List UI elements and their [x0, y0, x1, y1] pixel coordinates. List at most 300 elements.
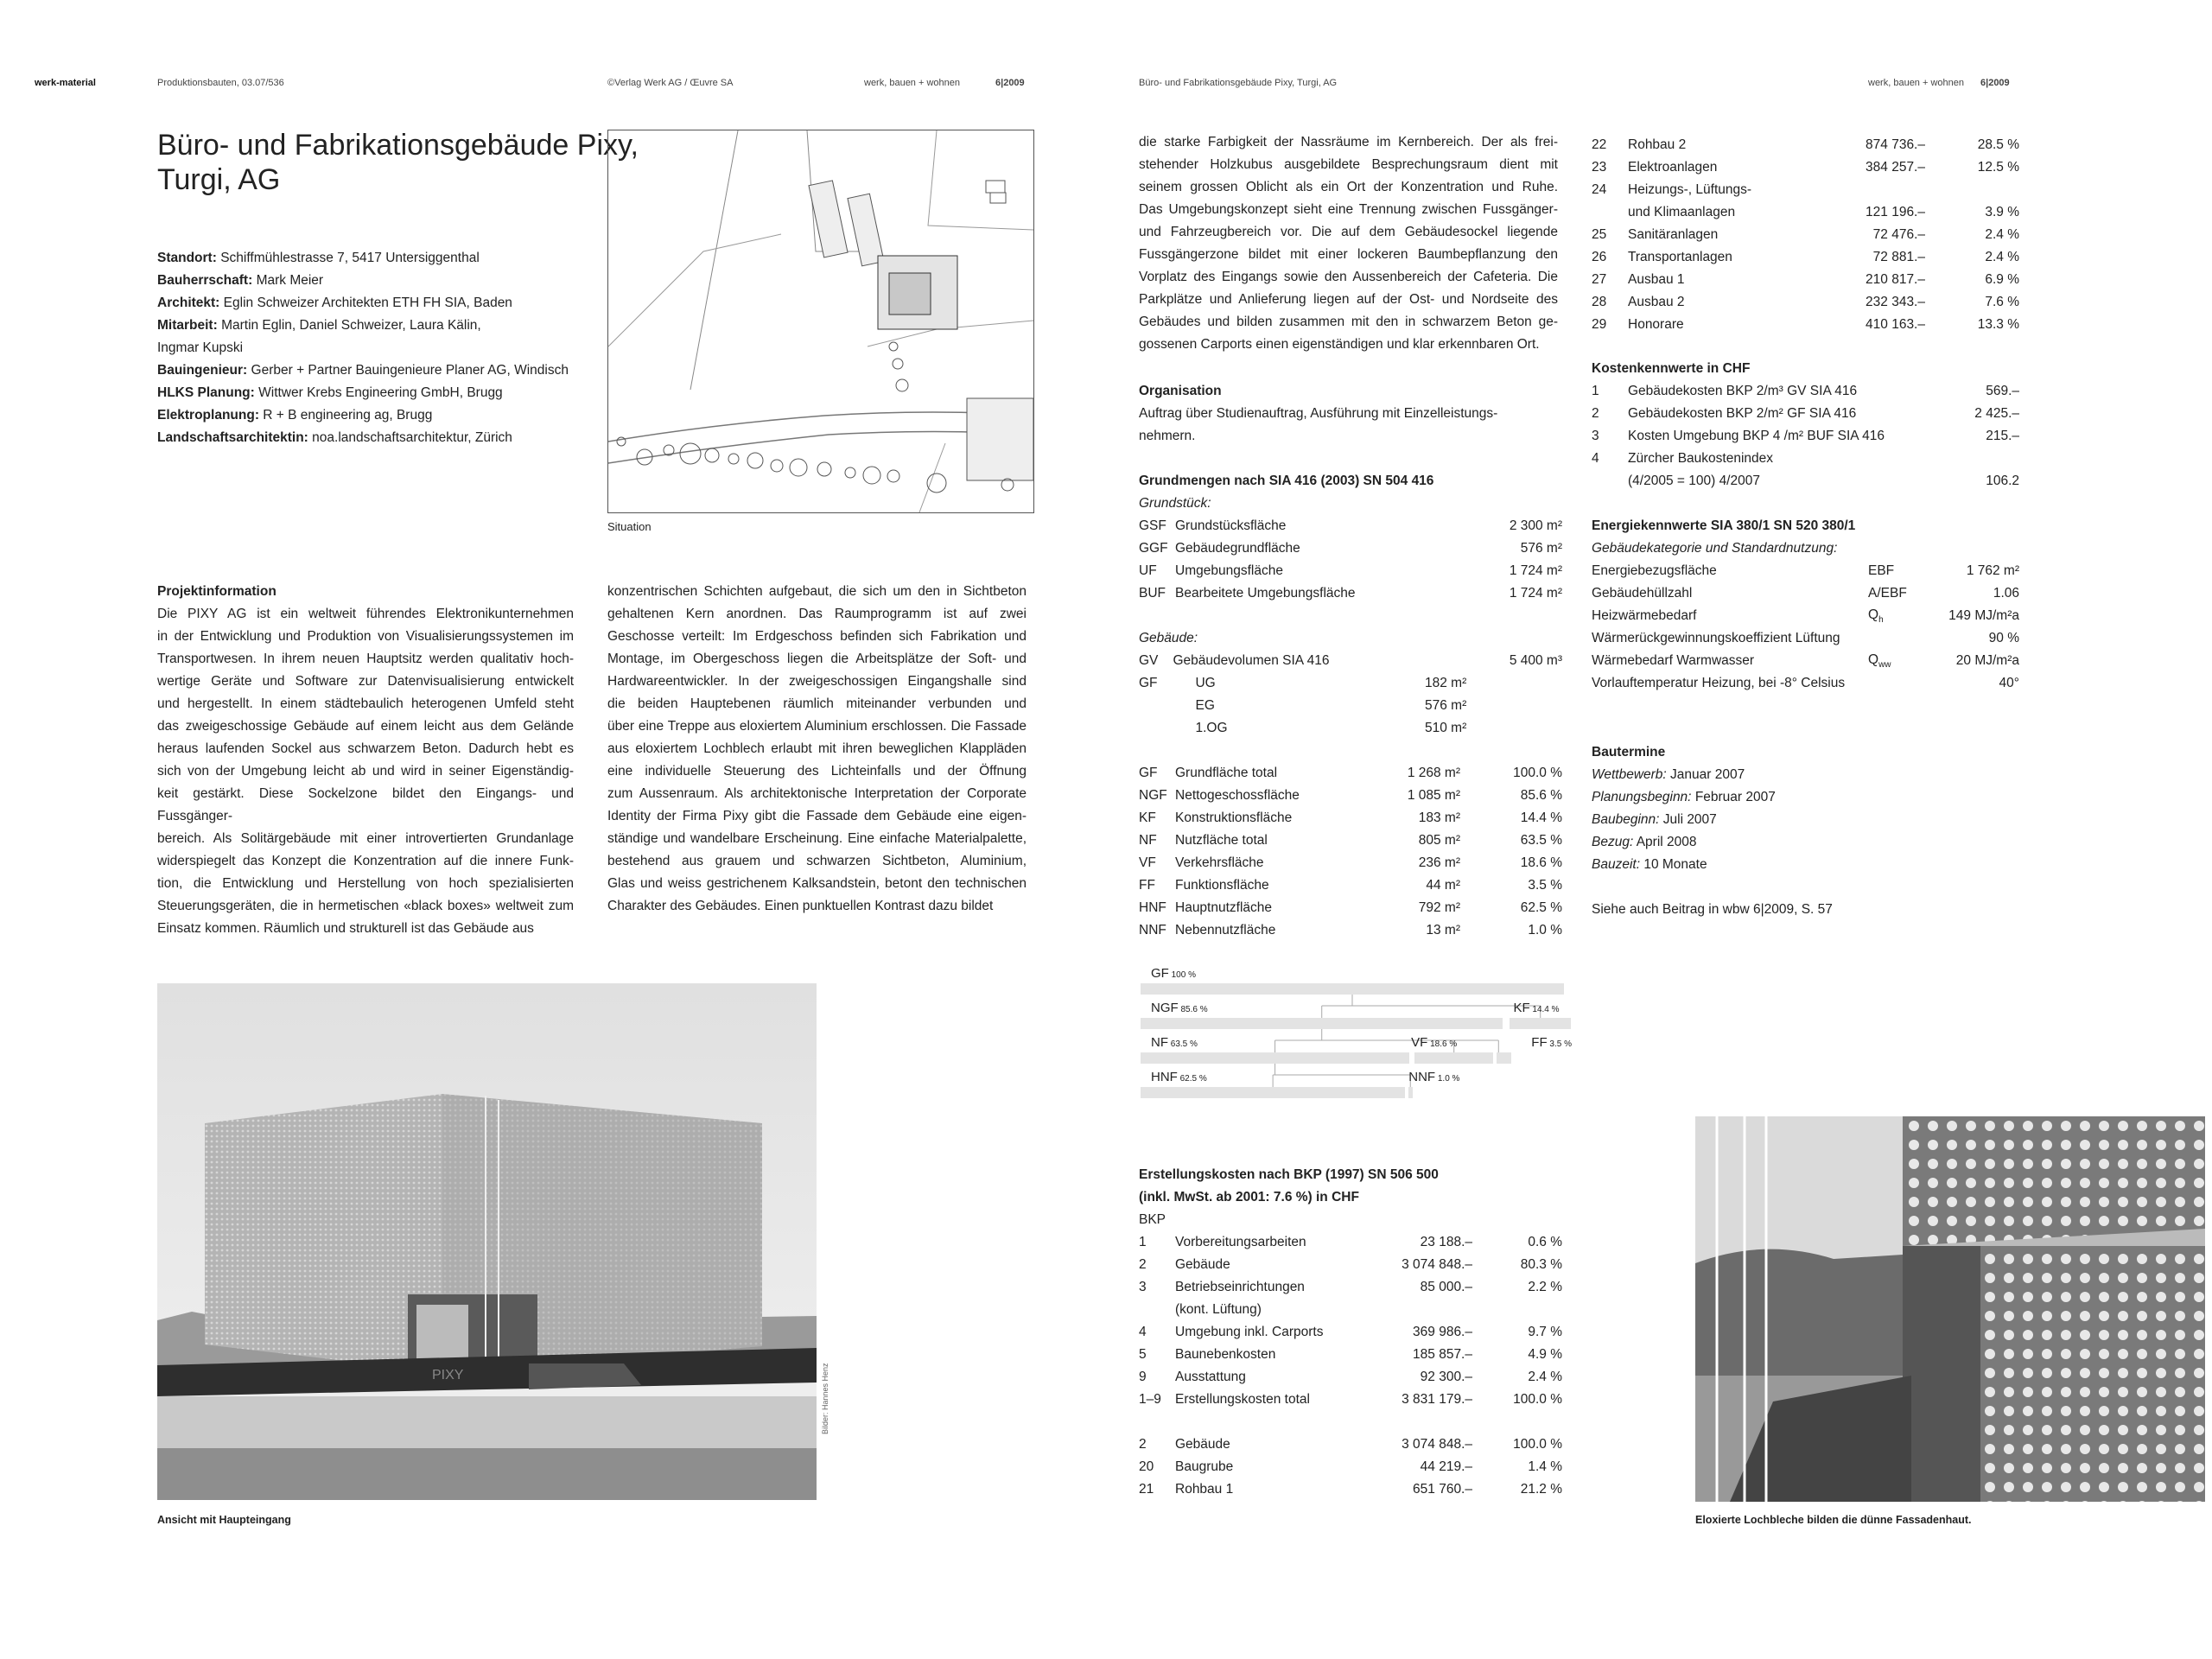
table-cell: 20	[1139, 1459, 1154, 1474]
table-cell: 1	[1592, 384, 1599, 398]
table-cell: Betriebseinrichtungen	[1175, 1280, 1305, 1294]
table-row	[1139, 874, 1562, 897]
table-cell: Gebäude	[1175, 1437, 1230, 1452]
table-cell	[1827, 179, 1925, 201]
photo-credit: Bilder: Hannes Henz	[821, 1363, 830, 1434]
table-cell: Hauptnutzfläche	[1175, 900, 1273, 915]
table-cell: UG	[1195, 676, 1216, 690]
header-journal: werk, bauen + wohnen	[864, 78, 960, 88]
table-row	[1592, 291, 2019, 314]
organisation-line: Auftrag über Studienauftrag, Ausführung mit Einzelleistungs-	[1139, 406, 1498, 421]
table-row	[1139, 1344, 1562, 1366]
table-cell: 410 163.–	[1866, 317, 1925, 332]
table-cell: 510 m²	[1425, 721, 1467, 735]
table-row	[1592, 201, 2019, 224]
table-cell: 100.0 %	[1513, 1437, 1562, 1452]
fact-row	[157, 292, 589, 315]
energy-value: 1.06	[1993, 586, 2019, 601]
table-cell: GF	[1139, 676, 1158, 690]
table-cell: 210 817.–	[1866, 272, 1925, 287]
termin-label: Planungsbeginn:	[1592, 790, 1692, 804]
table-cell: 4	[1139, 1325, 1147, 1339]
bar-label-gf	[1151, 966, 1196, 981]
bar-code: GF	[1151, 966, 1169, 981]
table-cell: NNF	[1139, 923, 1166, 938]
energy-row	[1592, 582, 2019, 605]
kosten-continued	[1592, 134, 2019, 336]
table-row	[1139, 1433, 1562, 1456]
text-line: bereich. Als Solitärgebäude mit einer introvertierten Grundanlage	[157, 831, 574, 846]
table-cell: 3 074 848.–	[1402, 1437, 1472, 1452]
table-row	[1592, 269, 2019, 291]
table-cell: Nutzfläche total	[1175, 833, 1268, 848]
table-row	[1139, 1321, 1562, 1344]
header-category: Produktionsbauten, 03.07/536	[157, 78, 284, 88]
text-line: Transportwesen. In ihrem neuen Hauptsitz werden qualitativ hoch-	[157, 652, 574, 666]
termin-row	[1592, 764, 2019, 786]
photo1-caption: Ansicht mit Haupteingang	[157, 1514, 291, 1526]
bar-code: VF	[1411, 1035, 1428, 1050]
energy-row	[1592, 627, 2019, 650]
text-line: gossenen Carports einen eigenständigen und klar erkennbaren Ort.	[1139, 337, 1540, 352]
map-caption: Situation	[607, 520, 652, 533]
text-line: Montage, im Obergeschoss liegen die Arbeitsplätze der Soft- und	[607, 652, 1027, 666]
text-line: seinem grossen Oblicht als ein Ort der Konzentration und Ruhe.	[1139, 180, 1558, 194]
table-cell	[1348, 1299, 1472, 1321]
table-cell: BUF	[1139, 586, 1166, 601]
termin-row	[1592, 786, 2019, 809]
text-line: widerspiegelt das Konzept die Konzentration auf die innere Funk-	[157, 854, 574, 868]
table-row	[1139, 1389, 1562, 1411]
bar-percent: 85.6 %	[1178, 1005, 1208, 1014]
table-cell: 12.5 %	[1977, 160, 2019, 175]
table-cell: Ausbau 1	[1628, 272, 1685, 287]
table-cell: 22	[1592, 137, 1607, 152]
table-cell: Transportanlagen	[1628, 250, 1732, 264]
text-line: Fussgängerzone bildet mit einer lockeren Baumbepflanzung den	[1139, 247, 1558, 262]
table-cell: 651 760.–	[1413, 1482, 1472, 1497]
table-cell	[1466, 717, 1562, 740]
text-line: Vorplatz des Eingangs sowie den Aussenbereich der Cafeteria. Die	[1139, 270, 1558, 284]
table-cell: Vorbereitungsarbeiten	[1175, 1235, 1306, 1249]
table-cell: 1.0 %	[1528, 923, 1562, 938]
table-cell: Nettogeschossfläche	[1175, 788, 1300, 803]
fact-value: Wittwer Krebs Engineering GmbH, Brugg	[258, 385, 503, 400]
table-row	[1139, 1366, 1562, 1389]
bar-percent: 14.4 %	[1529, 1005, 1560, 1014]
text-line: und hergestellt. In einem städtebaulich heterogenen Umfeld steht	[157, 696, 574, 711]
text-line: und Fahrzeugbereich vor. Die auf dem Gebäudesockel liegende	[1139, 225, 1558, 239]
termin-row	[1592, 809, 2019, 831]
fact-label: Landschaftsarchitektin:	[157, 430, 308, 445]
table-row	[1139, 1254, 1562, 1276]
bar-code: NF	[1151, 1035, 1168, 1050]
table-cell: 92 300.–	[1420, 1370, 1472, 1384]
energy-symbol: $Q_h$	[1868, 607, 1884, 626]
text-line: das zweigeschossige Gebäude auf einem leicht aus dem Gelände	[157, 719, 574, 734]
table-cell: 183 m²	[1418, 810, 1460, 825]
bar-code: NGF	[1151, 1001, 1179, 1015]
grundstueck-label: Grundstück:	[1139, 496, 1211, 511]
table-cell: 3.9 %	[1985, 205, 2019, 219]
table-cell: 215.–	[1986, 429, 2019, 443]
energy-label: Vorlauftemperatur Heizung, bei -8° Celsius	[1592, 676, 1846, 690]
bar-nf	[1141, 1052, 1409, 1064]
table-cell: 85.6 %	[1520, 788, 1562, 803]
table-cell: 5	[1139, 1347, 1147, 1362]
table-cell: 21	[1139, 1482, 1154, 1497]
table-cell: Gebäudekosten BKP 2/m² GF SIA 416	[1628, 406, 1857, 421]
text-line: Das Umgebungskonzept sieht eine Trennung zwischen Fussgänger-	[1139, 202, 1558, 217]
table-cell: 25	[1592, 227, 1607, 242]
table-row	[1139, 515, 1562, 537]
table-cell	[1472, 1299, 1562, 1321]
table-cell: 3.5 %	[1528, 878, 1562, 893]
table-row	[1139, 537, 1562, 560]
table-cell: 2	[1139, 1437, 1147, 1452]
termin-label: Wettbewerb:	[1592, 767, 1667, 782]
table-cell: Gebäudevolumen SIA 416	[1173, 653, 1330, 668]
text-line: Glas und weiss gestrichenem Kalksandstein, betont den technischen	[607, 876, 1027, 891]
text-line: aus eloxiertem Lochblech erlaubt mit ihren beweglichen Klappläden	[607, 741, 1027, 756]
table-cell: Ausbau 2	[1628, 295, 1685, 309]
fact-row	[157, 382, 589, 404]
table-cell: 106.2	[1986, 474, 2019, 488]
text-line: wertige Geräte und Software zur Datenvisualisierung entwickelt	[157, 674, 574, 689]
table-cell: 1.4 %	[1528, 1459, 1562, 1474]
bar-code: NNF	[1408, 1070, 1436, 1084]
termin-label: Bauzeit:	[1592, 857, 1641, 872]
table-cell	[1466, 672, 1562, 695]
table-cell: 72 476.–	[1872, 227, 1925, 242]
table-row	[1592, 156, 2019, 179]
table-cell: 2 425.–	[1974, 406, 2019, 421]
table-cell: 28.5 %	[1977, 137, 2019, 152]
fact-row	[157, 270, 589, 292]
table-row	[1139, 582, 1562, 605]
table-cell: (4/2005 = 100) 4/2007	[1628, 474, 1760, 488]
text-line: heraus laufenden Sockel aus schwarzem Beton. Dadurch hebt es	[157, 741, 574, 756]
table-row	[1139, 672, 1562, 695]
project-text-col3	[1139, 131, 1558, 356]
text-line: gehaltenen Kern anordnen. Das Raumprogramm ist auf zwei	[607, 607, 1027, 621]
table-cell: Gebäude	[1175, 1257, 1230, 1272]
table-cell: EG	[1195, 698, 1215, 713]
text-line: Hardwareentwickler. In der zweigeschossigen Eingangshalle sind	[607, 674, 1027, 689]
termin-value: Januar 2007	[1670, 767, 1745, 782]
table-cell: Gebäudekosten BKP 2/m³ GV SIA 416	[1628, 384, 1858, 398]
fact-label: Mitarbeit:	[157, 318, 218, 333]
table-cell: Verkehrsfläche	[1175, 855, 1264, 870]
table-cell	[1925, 179, 2019, 201]
table-cell: 1	[1139, 1235, 1147, 1249]
energie-heading: Energiekennwerte SIA 380/1 SN 520 380/1	[1592, 518, 1856, 533]
table-cell: 63.5 %	[1520, 833, 1562, 848]
energy-symbol: EBF	[1868, 563, 1895, 578]
table-cell: 7.6 %	[1985, 295, 2019, 309]
bar-label-vf	[1411, 1035, 1457, 1050]
project-text-col1	[157, 581, 574, 940]
table-row	[1139, 1231, 1562, 1254]
energie-block	[1592, 515, 2019, 695]
organisation-block	[1139, 380, 1558, 448]
table-row	[1139, 560, 1562, 582]
facade-photo	[1695, 1116, 2205, 1502]
energy-row	[1592, 672, 2019, 695]
section-label: werk-material	[35, 78, 96, 88]
table-cell: 2	[1592, 406, 1599, 421]
table-cell: 9	[1139, 1370, 1147, 1384]
bar-percent: 1.0 %	[1435, 1074, 1460, 1084]
table-cell: 29	[1592, 317, 1607, 332]
fact-value: Ingmar Kupski	[157, 340, 244, 355]
table-cell: VF	[1139, 855, 1156, 870]
fact-row	[157, 427, 589, 449]
table-cell: 576 m²	[1425, 698, 1467, 713]
text-line: Einsatz kommen. Räumlich und strukturell ist das Gebäude aus	[157, 921, 534, 936]
table-cell: Umgebungsfläche	[1175, 563, 1283, 578]
table-row	[1139, 807, 1562, 830]
table-cell: 3	[1592, 429, 1599, 443]
table-cell: 874 736.–	[1866, 137, 1925, 152]
pixy-sign: PIXY	[432, 1368, 464, 1382]
gebaeude-label: Gebäude:	[1139, 631, 1198, 645]
text-line: in der Entwicklung und Produktion von Visualisierungssystemen im	[157, 629, 574, 644]
bar-kf	[1510, 1018, 1571, 1029]
table-cell: 236 m²	[1418, 855, 1460, 870]
table-cell: 13.3 %	[1977, 317, 2019, 332]
fact-label: Standort:	[157, 251, 217, 265]
organisation-line: nehmern.	[1139, 429, 1196, 443]
termin-label: Baubeginn:	[1592, 812, 1660, 827]
table-cell: 85 000.–	[1420, 1280, 1472, 1294]
text-line: Identity der Firma Pixy gibt die Fassade dem Gebäude eine eigen-	[607, 809, 1027, 823]
header-right-category: Büro- und Fabrikationsgebäude Pixy, Turgi, AG	[1139, 78, 1338, 88]
termin-row	[1592, 831, 2019, 854]
header-right-issue: 6|2009	[1980, 78, 2010, 88]
text-line: zum Aussenraum. Als architektonische Interpretation der Corporate	[607, 786, 1027, 801]
area-diagram	[1139, 968, 1623, 1106]
energy-value: 90 %	[1988, 631, 2019, 645]
table-cell: 792 m²	[1418, 900, 1460, 915]
text-line: Gebäudes und bilden zusammen mit den in schwarzem Beton ge-	[1139, 315, 1558, 329]
table-row	[1592, 470, 2019, 493]
bar-nnf	[1408, 1087, 1413, 1098]
table-cell	[1592, 201, 1628, 224]
table-row	[1139, 830, 1562, 852]
table-cell: Bearbeitete Umgebungsfläche	[1175, 586, 1356, 601]
bkp-label: BKP	[1139, 1212, 1166, 1227]
energie-sub: Gebäudekategorie und Standardnutzung:	[1592, 541, 1838, 556]
table-cell: Funktionsfläche	[1175, 878, 1269, 893]
text-line: eine individuelle Steuerung des Lichteinfalls und der Öffnung	[607, 764, 1027, 779]
fact-row	[157, 337, 589, 359]
kosten-block	[1139, 1164, 1571, 1501]
table-cell: Honorare	[1628, 317, 1684, 332]
table-cell: GGF	[1139, 541, 1168, 556]
table-cell: 24	[1592, 182, 1607, 197]
bar-label-hnf	[1151, 1070, 1207, 1084]
energy-row	[1592, 650, 2019, 672]
table-cell	[1139, 1299, 1175, 1321]
table-cell: 576 m²	[1520, 541, 1562, 556]
energy-value: 20 MJ/m²a	[1955, 653, 2019, 668]
fact-label: Bauherrschaft:	[157, 273, 253, 288]
table-cell: 2 300 m²	[1509, 518, 1562, 533]
project-text-col2	[607, 581, 1027, 918]
fact-row	[157, 359, 589, 382]
energy-label: Gebäudehüllzahl	[1592, 586, 1693, 601]
table-cell: 2.4 %	[1528, 1370, 1562, 1384]
energy-row	[1592, 560, 2019, 582]
text-line: Parkplätze und Anlieferung liegen auf der Ost- und Nordseite des	[1139, 292, 1558, 307]
bar-code: FF	[1531, 1035, 1548, 1050]
grundmengen-block	[1139, 470, 1562, 942]
table-row	[1592, 448, 2019, 470]
text-line: die beiden Hauptebenen räumlich miteinander verbunden und	[607, 696, 1027, 711]
table-row	[1139, 785, 1562, 807]
bar-vf	[1414, 1052, 1493, 1064]
table-cell: Erstellungskosten total	[1175, 1392, 1310, 1407]
table-cell: GV	[1139, 653, 1159, 668]
table-cell: 26	[1592, 250, 1607, 264]
table-cell: 1 724 m²	[1509, 563, 1562, 578]
table-cell: 182 m²	[1425, 676, 1467, 690]
table-row	[1139, 897, 1562, 919]
table-row	[1592, 134, 2019, 156]
energy-label: Wärmerückgewinnungskoeffizient Lüftung	[1592, 631, 1840, 645]
table-cell: 62.5 %	[1520, 900, 1562, 915]
text-line: bestehend aus grauem und schwarzen Sichtbeton, Aluminium,	[607, 854, 1027, 868]
bar-code: KF	[1513, 1001, 1530, 1015]
table-cell: 3 074 848.–	[1402, 1257, 1472, 1272]
building-photo	[157, 983, 817, 1500]
text-line: über eine Treppe aus eloxiertem Aluminium erschlossen. Die Fassade	[607, 719, 1027, 734]
table-row	[1139, 717, 1562, 740]
table-cell: 9.7 %	[1528, 1325, 1562, 1339]
kosten-heading-2: (inkl. MwSt. ab 2001: 7.6 %) in CHF	[1139, 1190, 1359, 1205]
kennwerte-block	[1592, 358, 2019, 493]
fact-row	[157, 315, 589, 337]
table-row	[1592, 224, 2019, 246]
termin-value: April 2008	[1636, 835, 1697, 849]
text-line: Steuerungsgeräten, die in hermetischen «black boxes» weltweit zum	[157, 899, 574, 913]
termine-block	[1592, 741, 2019, 921]
bar-code: HNF	[1151, 1070, 1178, 1084]
table-cell: Umgebung inkl. Carports	[1175, 1325, 1324, 1339]
text-line: stehender Holzkubus ausgebildete Besprechungsraum dient mit	[1139, 157, 1558, 172]
table-cell: 1 085 m²	[1407, 788, 1460, 803]
table-cell: 3	[1139, 1280, 1147, 1294]
grundmengen-heading: Grundmengen nach SIA 416 (2003) SN 504 416	[1139, 474, 1434, 488]
table-cell: GF	[1139, 766, 1158, 780]
fact-label: Bauingenieur:	[157, 363, 248, 378]
table-cell: 44 m²	[1426, 878, 1460, 893]
project-facts	[157, 247, 589, 449]
kennwerte-heading: Kostenkennwerte in CHF	[1592, 361, 1751, 376]
table-cell: 2.4 %	[1985, 250, 2019, 264]
bar-gf	[1141, 983, 1564, 995]
text-line: tion, die Entwicklung und Herstellung von hoch spezialisierten	[157, 876, 574, 891]
table-cell: 27	[1592, 272, 1607, 287]
energy-label: Wärmebedarf Warmwasser	[1592, 653, 1755, 668]
table-row	[1592, 314, 2019, 336]
bar-percent: 63.5 %	[1168, 1039, 1198, 1049]
bar-percent: 3.5 %	[1547, 1039, 1572, 1049]
table-row	[1592, 380, 2019, 403]
table-cell: Grundfläche total	[1175, 766, 1278, 780]
energy-row	[1592, 605, 2019, 627]
table-row	[1592, 179, 2019, 201]
title-line: Büro- und Fabrikationsgebäude Pixy,	[157, 129, 639, 162]
table-cell	[1139, 695, 1173, 717]
text-line: Charakter des Gebäudes. Einen punktuellen Kontrast dazu bildet	[607, 899, 994, 913]
bar-label-ngf	[1151, 1001, 1208, 1015]
table-cell: 100.0 %	[1513, 1392, 1562, 1407]
table-cell: Baunebenkosten	[1175, 1347, 1276, 1362]
table-cell: 6.9 %	[1985, 272, 2019, 287]
energy-symbol	[1868, 672, 1929, 695]
fact-value: Eglin Schweizer Architekten ETH FH SIA, Baden	[223, 296, 512, 310]
photo2-caption: Eloxierte Lochbleche bilden die dünne Fassadenhaut.	[1695, 1514, 1972, 1526]
table-cell	[1466, 695, 1562, 717]
text-line: die starke Farbigkeit der Nassräume im Kernbereich. Der als frei-	[1139, 135, 1558, 149]
termin-value: Juli 2007	[1662, 812, 1717, 827]
table-cell: NF	[1139, 833, 1157, 848]
energy-symbol: A/EBF	[1868, 586, 1907, 601]
bar-percent: 18.6 %	[1427, 1039, 1458, 1049]
table-cell: 1 268 m²	[1407, 766, 1460, 780]
table-cell	[1370, 650, 1466, 672]
table-cell: Rohbau 2	[1628, 137, 1687, 152]
energy-symbol: $Q_{ww}$	[1868, 652, 1891, 671]
fact-value: Martin Eglin, Daniel Schweizer, Laura Kälin,	[221, 318, 481, 333]
table-cell: 80.3 %	[1520, 1257, 1562, 1272]
table-cell: 44 219.–	[1420, 1459, 1472, 1474]
table-cell: 0.6 %	[1528, 1235, 1562, 1249]
table-cell: Baugrube	[1175, 1459, 1234, 1474]
table-cell: Elektroanlagen	[1628, 160, 1718, 175]
fact-value: R + B engineering ag, Brugg	[263, 408, 433, 423]
text-line: konzentrischen Schichten aufgebaut, die sich um den in Sichtbeton	[607, 584, 1027, 599]
energy-value: 40°	[1999, 676, 2019, 690]
table-cell: Heizungs-, Lüftungs-	[1628, 182, 1752, 197]
bar-percent: 100 %	[1168, 970, 1196, 980]
energy-label: Energiebezugsfläche	[1592, 563, 1717, 578]
energy-symbol	[1868, 627, 1929, 650]
header-copyright: ©Verlag Werk AG / Œuvre SA	[607, 78, 734, 88]
bar-percent: 62.5 %	[1177, 1074, 1207, 1084]
fact-row	[157, 247, 589, 270]
table-cell: GSF	[1139, 518, 1166, 533]
table-cell: 805 m²	[1418, 833, 1460, 848]
table-cell: 569.–	[1986, 384, 2019, 398]
fact-value: Gerber + Partner Bauingenieure Planer AG, Windisch	[251, 363, 569, 378]
table-cell: 1 724 m²	[1509, 586, 1562, 601]
table-cell: Konstruktionsfläche	[1175, 810, 1293, 825]
bar-ff	[1497, 1052, 1511, 1064]
bar-label-nf	[1151, 1035, 1198, 1050]
fact-value: Mark Meier	[256, 273, 324, 288]
table-row	[1592, 403, 2019, 425]
table-cell: 1–9	[1139, 1392, 1161, 1407]
table-cell: FF	[1139, 878, 1155, 893]
table-cell: 18.6 %	[1520, 855, 1562, 870]
table-cell: 100.0 %	[1513, 766, 1562, 780]
table-cell: Sanitäranlagen	[1628, 227, 1719, 242]
header-right-journal: werk, bauen + wohnen	[1868, 78, 1964, 88]
table-cell: 21.2 %	[1520, 1482, 1562, 1497]
